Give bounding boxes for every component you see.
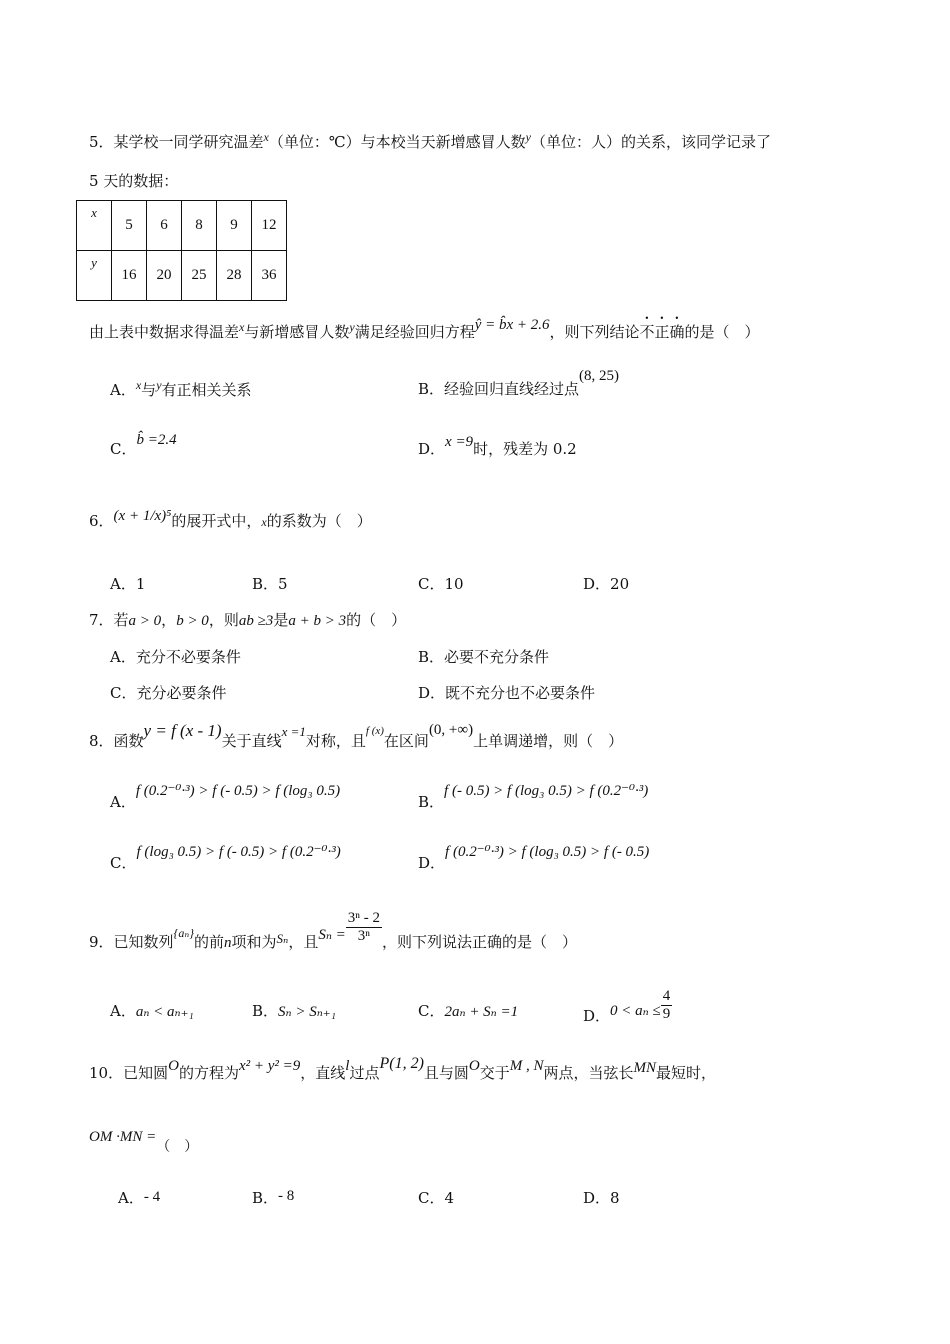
option-label: A． — [118, 1189, 144, 1207]
q10-paren: （ ） — [156, 1139, 199, 1155]
q10-equation: x² + y² =9 — [238, 1058, 301, 1074]
q9-opt-d-numerator: 4 — [662, 988, 671, 1004]
q7-cond-a: a > 0 — [128, 613, 162, 629]
table-cell: 6 — [147, 201, 182, 251]
q5-var-x: x — [263, 130, 269, 144]
q8-opt-c-expr: f (log₃ 0.5) > f (- 0.5) > f (0.2⁻⁰·³) — [136, 844, 341, 860]
q6-option-a[interactable]: A．1 — [110, 575, 146, 593]
q9-opt-c-expr: 2aₙ + Sₙ =1 — [444, 1004, 519, 1020]
q8-option-c[interactable] — [110, 844, 341, 873]
q6-option-b[interactable]: B．5 — [252, 575, 288, 593]
q6-option-c[interactable]: C．10 — [418, 575, 464, 593]
q10-option-c[interactable]: C．4 — [418, 1189, 455, 1207]
q9-text-a: 的前 — [194, 933, 225, 951]
table-cell: 20 — [147, 251, 182, 301]
q6-var: x — [261, 515, 267, 529]
q7-mid: ，则 — [208, 611, 239, 629]
q5-opt-c-text: b̂ =2.4 — [136, 432, 177, 448]
q5-var-y2: y — [349, 320, 355, 334]
q5-stem-e: 的是（ ） — [684, 323, 760, 341]
q7-tail: 的（ ） — [346, 611, 407, 629]
q9-sequence: {aₙ} — [173, 926, 195, 940]
q8-opt-b-expr: f (- 0.5) > f (log₃ 0.5) > f (0.2⁻⁰·³) — [444, 783, 649, 799]
q5-opt-d-text: 时，残差为 0.2 — [473, 440, 577, 458]
option-label: D． — [418, 854, 446, 872]
q10-option-d[interactable]: D．8 — [583, 1189, 620, 1207]
q9-sn: Sₙ — [276, 931, 289, 946]
option-label: C． — [418, 1002, 445, 1020]
q10-text-g: 最短时， — [656, 1064, 717, 1082]
q10-circle-o: O — [168, 1058, 179, 1074]
q9-text-b: 项和为 — [231, 933, 277, 951]
q7-option-d[interactable]: D．既不充分也不必要条件 — [418, 684, 596, 702]
option-label: A． — [110, 1002, 136, 1020]
q5-question — [89, 314, 760, 342]
q9-opt-d-expr: 0 < aₙ ≤ — [610, 1003, 661, 1019]
option-label: B． — [252, 1189, 279, 1207]
q7-is: 是 — [273, 611, 289, 629]
table-cell: 36 — [252, 251, 287, 301]
q7-option-b[interactable]: B．必要不充分条件 — [418, 648, 550, 666]
q9-opt-b-expr: Sₙ > Sₙ₊₁ — [278, 1004, 336, 1020]
q5-opt-a-x: x — [135, 378, 142, 392]
q9-formula-denominator: 3ⁿ — [357, 927, 371, 944]
q9-option-b[interactable] — [252, 1000, 336, 1021]
q10-option-b[interactable] — [252, 1187, 294, 1208]
table-header-y: y — [77, 251, 112, 301]
q6-text-b: 的系数为（ ） — [266, 512, 372, 530]
q10-points-mn: M , N — [509, 1058, 544, 1074]
option-label: B． — [418, 793, 445, 811]
q8-opt-d-expr: f (0.2⁻⁰·³) > f (log₃ 0.5) > f (- 0.5) — [445, 844, 650, 860]
q10-text-d: 且与圆 — [423, 1064, 469, 1082]
q10-option-a[interactable] — [118, 1187, 160, 1208]
q10-chord-mn: MN — [633, 1060, 657, 1076]
q5-opt-d-eq: x =9 — [445, 434, 474, 450]
q9-option-a[interactable] — [110, 1000, 194, 1021]
q5-option-c[interactable] — [110, 432, 177, 459]
q8-option-a[interactable] — [110, 783, 341, 812]
q10-text-c: 过点 — [349, 1064, 380, 1082]
q10-opt-a-value: - 4 — [143, 1189, 161, 1205]
q5-opt-b-point: (8, 25) — [579, 368, 620, 384]
q9-formula-lhs: Sₙ = — [318, 927, 346, 943]
q5-opt-a-y: y — [156, 378, 162, 392]
q10-prefix: 10．已知圆 — [89, 1064, 169, 1082]
table-cell: 9 — [217, 201, 252, 251]
q10-line-l: l — [345, 1058, 350, 1074]
q8-text-b: 对称，且 — [305, 732, 366, 750]
table-cell: 28 — [217, 251, 252, 301]
q8-fx: f (x) — [365, 725, 384, 737]
option-label: B． — [418, 380, 445, 398]
q10-stem — [89, 1055, 717, 1083]
q5-text-b: （单位：℃）与本校当天新增感冒人数 — [268, 133, 526, 151]
q9-opt-d-denominator: 9 — [662, 1005, 671, 1022]
q9-formula-numerator: 3ⁿ - 2 — [347, 910, 381, 926]
table-cell: 8 — [182, 201, 217, 251]
q6-expression: (x + 1/x)⁵ — [113, 508, 172, 524]
q7-option-a[interactable]: A．充分不必要条件 — [110, 648, 241, 666]
q9-prefix: 9．已知数列 — [89, 933, 174, 951]
q6-stem — [89, 510, 372, 531]
q8-text-a: 关于直线 — [221, 732, 282, 750]
option-label: C． — [110, 854, 137, 872]
q5-opt-b-text: 经验回归直线经过点 — [444, 380, 580, 398]
option-label: D． — [583, 1007, 611, 1025]
q5-var-x2: x — [239, 320, 245, 334]
q7-stem — [89, 609, 406, 630]
q5-opt-a-text: 有正相关关系 — [161, 381, 252, 399]
q5-emphasis-dotted: 不正确 — [639, 323, 685, 341]
q9-opt-d-fraction — [661, 988, 673, 1022]
q10-text-b: ，直线 — [300, 1064, 346, 1082]
q10-text-f: 两点，当弦长 — [543, 1064, 634, 1082]
q7-prefix: 7．若 — [89, 611, 129, 629]
q7-cond-b: b > 0 — [176, 613, 209, 629]
q8-option-b[interactable] — [418, 783, 649, 812]
q10-circle-o2: O — [468, 1058, 480, 1074]
option-label: B． — [252, 1002, 279, 1020]
q10-text-a: 的方程为 — [178, 1064, 239, 1082]
q5-data-table — [76, 200, 287, 301]
q7-option-c[interactable]: C．充分必要条件 — [110, 684, 227, 702]
q10-opt-b-value: - 8 — [278, 1188, 295, 1204]
q9-option-c[interactable] — [418, 1000, 518, 1021]
q9-stem — [89, 900, 577, 950]
q8-opt-a-expr: f (0.2⁻⁰·³) > f (- 0.5) > f (log₃ 0.5) — [135, 783, 341, 799]
option-label: A． — [110, 381, 136, 399]
table-cell: 5 — [112, 201, 147, 251]
q10-text-e: 交于 — [479, 1064, 510, 1082]
q10-dot-expr: OM ·MN = — [89, 1129, 157, 1145]
q9-formula-fraction — [346, 910, 382, 944]
q10-point-p: P(1, 2) — [379, 1055, 424, 1072]
q5-stem-c: 满足经验回归方程 — [354, 323, 475, 341]
table-header-x: x — [77, 201, 112, 251]
option-label: D． — [418, 440, 446, 458]
q8-text-d: 上单调递增，则（ ） — [473, 732, 624, 750]
q5-regression-equation: ŷ = b̂x + 2.6 — [474, 317, 550, 333]
q5-opt-a-conj: 与 — [141, 381, 157, 399]
q9-opt-a-expr: aₙ < aₙ₊₁ — [135, 1004, 194, 1020]
option-label: A． — [110, 793, 136, 811]
q7-q: a + b > 3 — [288, 613, 347, 629]
q8-prefix: 8．函数 — [89, 732, 144, 750]
q5-stem-d: ，则下列结论 — [549, 323, 640, 341]
q8-text-c: 在区间 — [383, 732, 429, 750]
table-row — [77, 251, 287, 301]
q10-dot-product — [89, 1126, 199, 1155]
q5-stem-b: 与新增感冒人数 — [244, 323, 350, 341]
q5-stem-line2: 5 天的数据： — [89, 172, 179, 190]
q9-text-c: ，且 — [288, 933, 319, 951]
table-row — [77, 201, 287, 251]
table-cell: 12 — [252, 201, 287, 251]
q8-line: x =1 — [281, 724, 306, 739]
q8-option-d[interactable] — [418, 844, 650, 873]
table-cell: 25 — [182, 251, 217, 301]
q5-stem-line1 — [89, 130, 771, 152]
q9-n: n — [224, 935, 232, 951]
option-label: C． — [110, 440, 137, 458]
q5-var-y: y — [525, 130, 531, 144]
q6-option-d[interactable]: D．20 — [583, 575, 630, 593]
table-cell: 16 — [112, 251, 147, 301]
q8-interval: (0, +∞) — [428, 722, 474, 738]
q5-option-a[interactable] — [110, 378, 252, 400]
q7-comma: ， — [161, 611, 177, 629]
q5-stem-a: 由上表中数据求得温差 — [89, 323, 240, 341]
q8-stem — [89, 721, 624, 751]
q7-p: ab ≥3 — [238, 613, 274, 629]
q8-function: y = f (x - 1) — [143, 721, 222, 740]
q5-text-c: （单位：人）的关系，该同学记录了 — [531, 133, 772, 151]
q9-text-d: ，则下列说法正确的是（ ） — [382, 933, 578, 951]
q6-number: 6． — [89, 512, 114, 530]
q5-option-d[interactable] — [418, 434, 577, 459]
q5-text-a: 5．某学校一同学研究温差 — [89, 133, 264, 151]
q5-option-b[interactable] — [418, 368, 620, 399]
q9-option-d[interactable] — [583, 988, 672, 1025]
q6-text-a: 的展开式中， — [171, 512, 262, 530]
